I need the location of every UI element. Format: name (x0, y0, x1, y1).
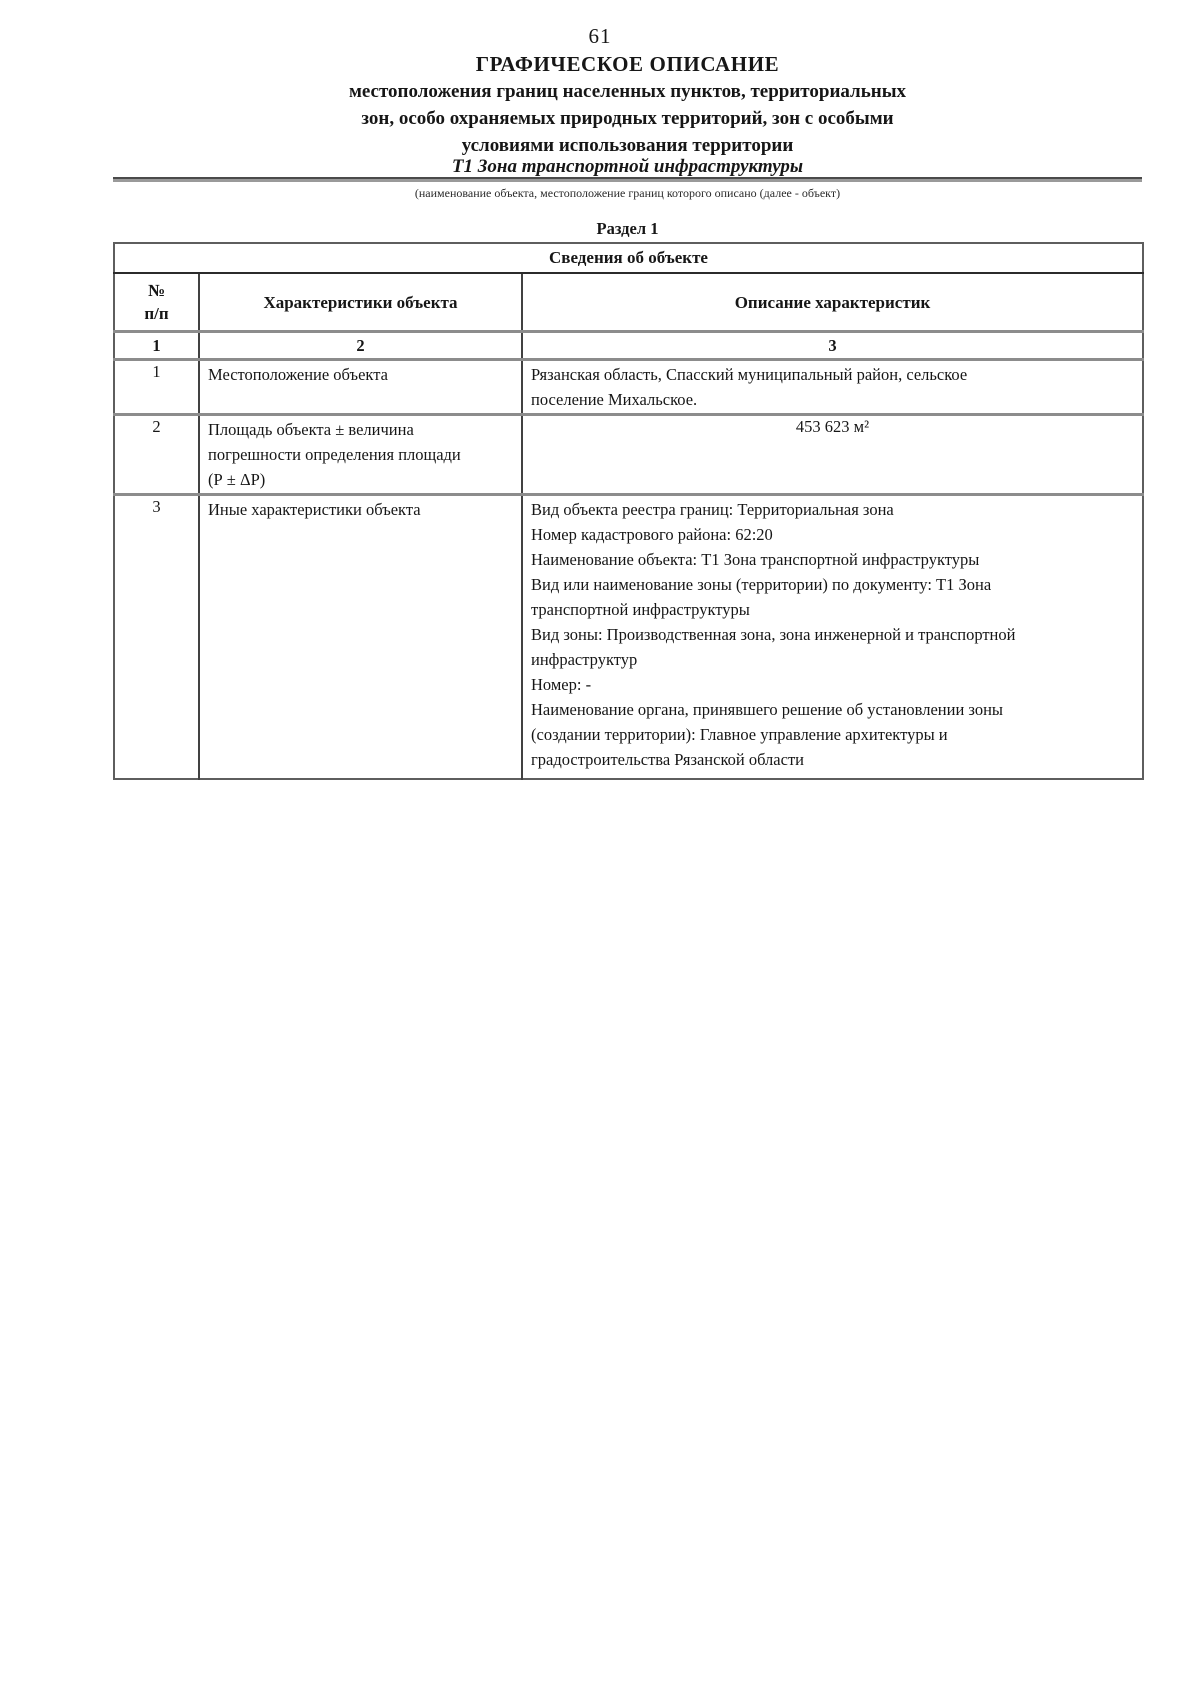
text-line: (создании территории): Главное управление архитектуры и (531, 725, 948, 744)
document-subtitle-line: зон, особо охраняемых природных территорий, зон с особыми (361, 108, 894, 129)
header-divider (113, 177, 1142, 182)
text-line: Иные характеристики объекта (208, 500, 421, 519)
column-header-num-line: п/п (144, 304, 169, 323)
table-caption: Сведения об объекте (114, 243, 1143, 273)
row-number: 2 (114, 415, 199, 495)
object-name: Т1 Зона транспортной инфраструктуры (451, 156, 804, 177)
text-line: Вид или наименование зоны (территории) по документу: Т1 Зона (531, 575, 992, 594)
table-row (114, 360, 1143, 415)
row-description (522, 360, 1143, 415)
text-line: Вид зоны: Производственная зона, зона инженерной и транспортной (531, 625, 1016, 644)
column-number: 3 (522, 332, 1143, 360)
document-subtitle-line: условиями использования территории (461, 135, 794, 156)
text-line: Номер: - (531, 675, 592, 694)
row-characteristic (199, 360, 522, 415)
text-line: инфраструктур (531, 650, 638, 669)
column-number: 2 (199, 332, 522, 360)
row-number: 3 (152, 497, 161, 516)
table-row (114, 495, 1143, 779)
text-line: Наименование органа, принявшего решение об установлении зоны (531, 700, 1003, 719)
table-row (114, 415, 1143, 495)
text-line: Рязанская область, Спасский муниципальный район, сельское (531, 365, 968, 384)
text-line: погрешности определения площади (208, 445, 461, 464)
column-header-num-line: № (147, 281, 166, 300)
row-characteristic (199, 415, 522, 495)
document-title: ГРАФИЧЕСКОЕ ОПИСАНИЕ (475, 52, 780, 76)
text-line: поселение Михальское. (531, 390, 698, 409)
column-number: 1 (114, 332, 199, 360)
object-name-caption: (наименование объекта, местоположение границ которого описано (далее - объект) (414, 186, 841, 200)
row-description (522, 495, 1143, 779)
page-number: 61 (588, 24, 612, 48)
document-subtitle-line: местоположения границ населенных пунктов, территориальных (348, 81, 907, 102)
text-line: Номер кадастрового района: 62:20 (531, 525, 773, 544)
table-header-row (114, 273, 1143, 332)
row-description (522, 415, 1143, 495)
text-line: Наименование объекта: Т1 Зона транспортной инфраструктуры (531, 550, 980, 569)
column-header-num (114, 273, 199, 332)
column-header-description: Описание характеристик (522, 273, 1143, 332)
area-value: 453 623 м² (795, 417, 870, 436)
object-info-table (113, 242, 1144, 780)
text-line: Вид объекта реестра границ: Территориальная зона (531, 500, 894, 519)
row-number: 1 (114, 360, 199, 415)
row-characteristic (199, 495, 522, 779)
text-line: (Р ± ΔР) (208, 470, 266, 489)
table-caption-row (114, 243, 1143, 273)
column-number-row (114, 332, 1143, 360)
column-header-characteristic: Характеристики объекта (199, 273, 522, 332)
text-line: Площадь объекта ± величина (208, 420, 414, 439)
text-line: Местоположение объекта (208, 365, 388, 384)
text-line: транспортной инфраструктуры (531, 600, 750, 619)
text-line: градостроительства Рязанской области (531, 750, 804, 769)
section-title: Раздел 1 (596, 219, 659, 238)
